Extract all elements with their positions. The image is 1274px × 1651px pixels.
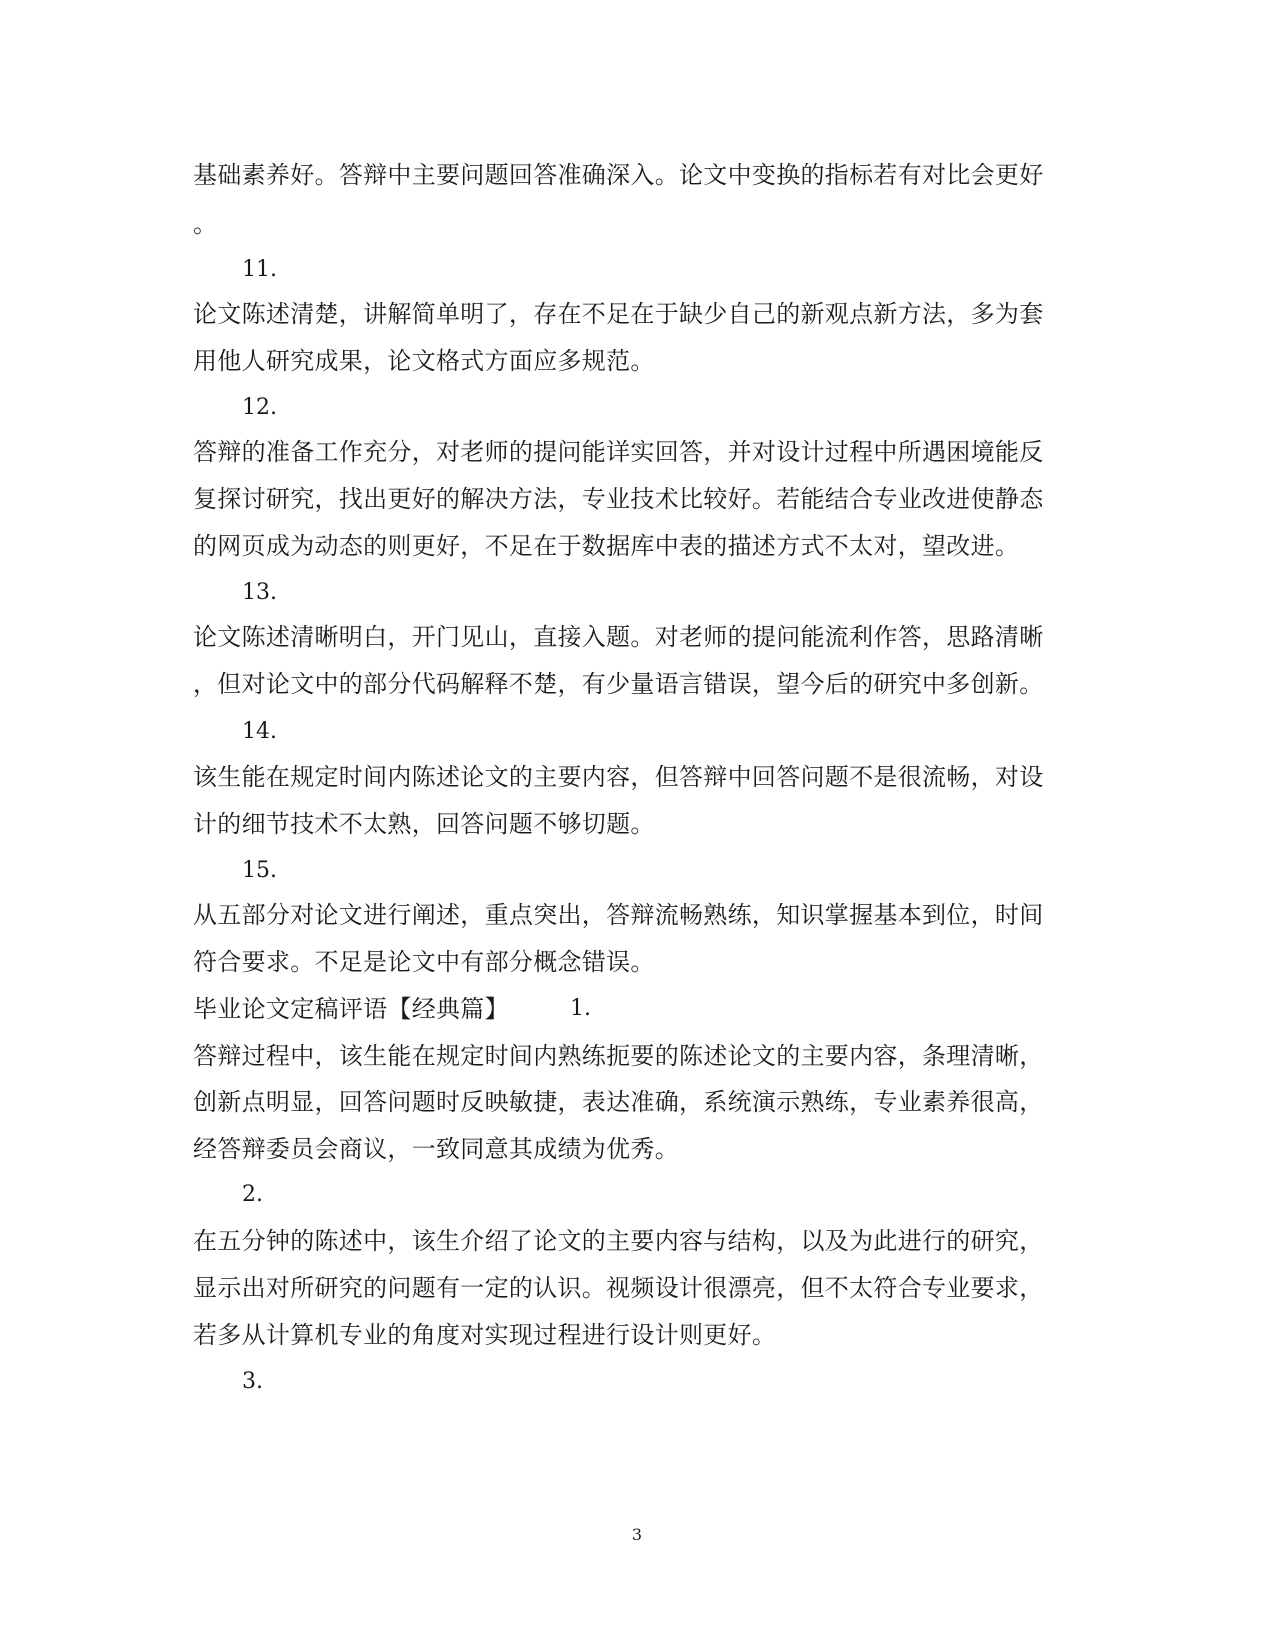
- paragraph-line: ，但对论文中的部分代码解释不楚，有少量语言错误，望今后的研究中多创新。: [193, 670, 1044, 698]
- item-number: 1.: [570, 996, 591, 1021]
- paragraph-line: 显示出对所研究的问题有一定的认识。视频设计很漂亮，但不太符合专业要求，: [193, 1274, 1044, 1302]
- paragraph-line: 用他人研究成果，论文格式方面应多规范。: [193, 347, 655, 375]
- paragraph-line: 符合要求。不足是论文中有部分概念错误。: [193, 948, 655, 976]
- item-number: 3.: [242, 1369, 263, 1394]
- paragraph-line: 从五部分对论文进行阐述，重点突出，答辩流畅熟练，知识掌握基本到位，时间: [193, 901, 1044, 929]
- paragraph-line: 论文陈述清楚，讲解简单明了，存在不足在于缺少自己的新观点新方法，多为套: [193, 300, 1044, 328]
- paragraph-line: 经答辩委员会商议，一致同意其成绩为优秀。: [193, 1135, 679, 1163]
- paragraph-line: 论文陈述清晰明白，开门见山，直接入题。对老师的提问能流利作答，思路清晰: [193, 623, 1044, 651]
- item-number: 15.: [242, 858, 277, 883]
- paragraph-line: 。: [193, 210, 218, 238]
- paragraph-line: 创新点明显，回答问题时反映敏捷，表达准确，系统演示熟练，专业素养很高，: [193, 1088, 1044, 1116]
- item-number: 14.: [242, 719, 277, 744]
- item-number: 11.: [242, 257, 277, 282]
- paragraph-line: 在五分钟的陈述中，该生介绍了论文的主要内容与结构，以及为此进行的研究，: [193, 1227, 1044, 1255]
- paragraph-line: 计的细节技术不太熟，回答问题不够切题。: [193, 810, 655, 838]
- item-number: 12.: [242, 395, 277, 420]
- paragraph-line: 若多从计算机专业的角度对实现过程进行设计则更好。: [193, 1321, 777, 1349]
- paragraph-line: 复探讨研究，找出更好的解决方法，专业技术比较好。若能结合专业改进使静态: [193, 485, 1044, 513]
- item-number: 2.: [242, 1182, 263, 1207]
- paragraph-line: 的网页成为动态的则更好，不足在于数据库中表的描述方式不太对，望改进。: [193, 532, 1020, 560]
- section-heading: 毕业论文定稿评语【经典篇】: [193, 995, 509, 1023]
- item-number: 13.: [242, 580, 277, 605]
- page-number: 3: [631, 1525, 643, 1544]
- paragraph-line: 该生能在规定时间内陈述论文的主要内容，但答辩中回答问题不是很流畅，对设: [193, 763, 1044, 791]
- paragraph-line: 答辩的准备工作充分，对老师的提问能详实回答，并对设计过程中所遇困境能反: [193, 438, 1044, 466]
- paragraph-line: 基础素养好。答辩中主要问题回答准确深入。论文中变换的指标若有对比会更好: [193, 161, 1044, 189]
- paragraph-line: 答辩过程中，该生能在规定时间内熟练扼要的陈述论文的主要内容，条理清晰，: [193, 1042, 1044, 1070]
